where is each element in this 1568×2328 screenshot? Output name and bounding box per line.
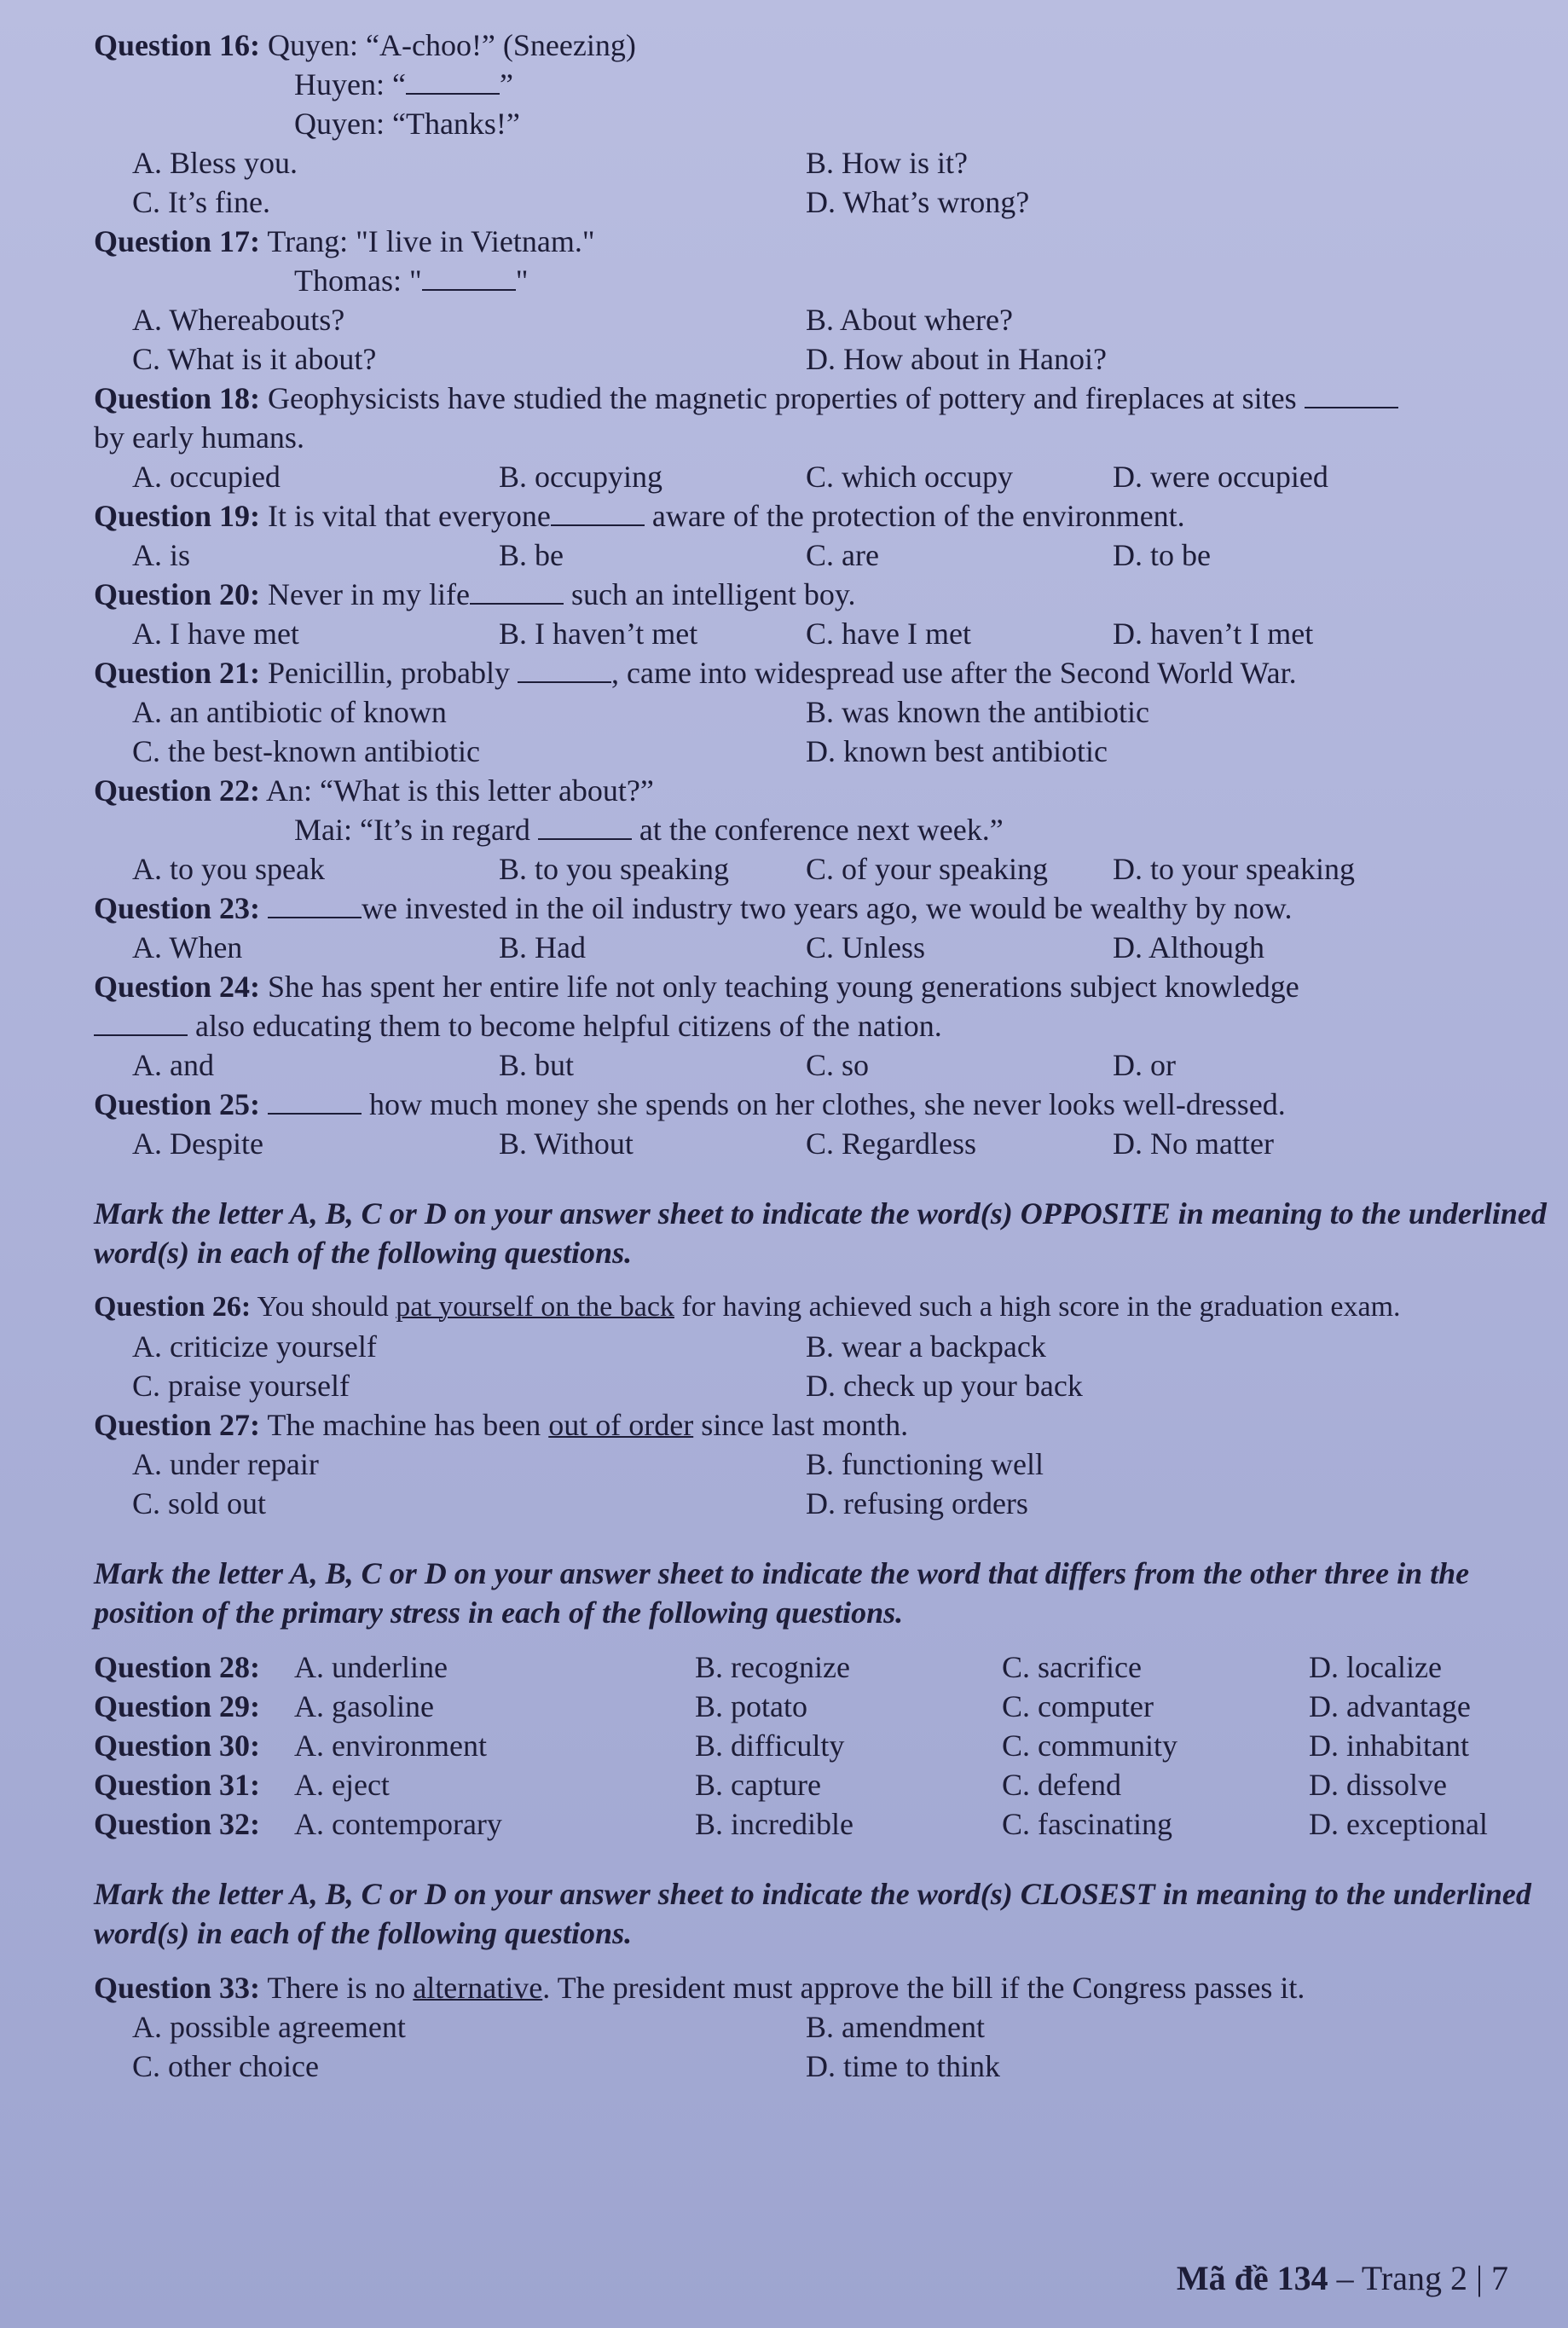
- option-c: C. are: [806, 538, 879, 572]
- option-c: C. It’s fine.: [132, 185, 270, 219]
- underlined-phrase: out of order: [548, 1408, 694, 1442]
- option-c: C. have I met: [806, 617, 971, 651]
- option-b: B. potato: [695, 1689, 807, 1723]
- option-c: C. computer: [1002, 1689, 1154, 1723]
- option-c: C. defend: [1002, 1768, 1121, 1802]
- option-a: A. criticize yourself: [132, 1329, 377, 1364]
- option-b: B. occupying: [499, 460, 662, 494]
- question-28: Question 28: A. underline B. recognize C. sacrifice D. localize: [94, 1648, 1552, 1687]
- question-17: Question 17: Trang: "I live in Vietnam." Thomas: " " A. Whereabouts? B. About where? C. What is it about? D. How about in Hanoi?: [94, 222, 1552, 379]
- option-a: A. Despite: [132, 1126, 263, 1161]
- option-b: B. but: [499, 1048, 575, 1082]
- option-b: B. be: [499, 538, 564, 572]
- option-c: C. praise yourself: [132, 1369, 350, 1403]
- option-b: B. I haven’t met: [499, 617, 698, 651]
- option-c: C. sacrifice: [1002, 1650, 1142, 1684]
- option-c: C. community: [1002, 1729, 1177, 1763]
- section-instruction-closest: Mark the letter A, B, C or D on your answer sheet to indicate the word(s) CLOSEST in meaning to the underlined word(s) in each of the following questions.: [94, 1877, 1531, 1950]
- option-b: B. Without: [499, 1126, 634, 1161]
- option-d: D. to your speaking: [1113, 852, 1355, 886]
- question-27: Question 27: The machine has been out of order since last month. A. under repair B. functioning well C. sold out D. refusing orders: [94, 1405, 1552, 1523]
- exam-code: Mã đề 134: [1176, 2259, 1328, 2297]
- option-b: B. amendment: [806, 2010, 985, 2044]
- question-16: Question 16: Quyen: “A-choo!” (Sneezing) Huyen: “ ” Quyen: “Thanks!” A. Bless you. B. How is it? C. It’s fine. D. What’s wrong?: [94, 26, 1552, 222]
- option-a: A. underline: [294, 1650, 448, 1684]
- option-d: D. refusing orders: [806, 1486, 1028, 1520]
- question-22: Question 22: An: “What is this letter about?” Mai: “It’s in regard at the conference next week.” A. to you speak B. to you speaking C. of your speaking D. to your speaking: [94, 771, 1552, 889]
- answer-blank: [551, 499, 645, 526]
- answer-blank: [406, 67, 500, 95]
- question-19: Question 19: It is vital that everyone aware of the protection of the environment. A. is B. be C. are D. to be: [94, 496, 1552, 575]
- option-d: D. to be: [1113, 538, 1211, 572]
- answer-blank: [422, 263, 516, 291]
- option-d: D. were occupied: [1113, 460, 1328, 494]
- option-c: C. What is it about?: [132, 342, 377, 376]
- option-c: C. other choice: [132, 2049, 319, 2083]
- option-a: A. possible agreement: [132, 2010, 406, 2044]
- option-b: B. About where?: [806, 303, 1013, 337]
- option-c: C. so: [806, 1048, 870, 1082]
- option-c: C. Unless: [806, 930, 926, 964]
- question-26: Question 26: You should pat yourself on the back for having achieved such a high score in the graduation exam. A. criticize yourself B. wear a backpack C. praise yourself D. check up your back: [94, 1288, 1552, 1405]
- option-d: D. known best antibiotic: [806, 734, 1108, 768]
- option-a: A. I have met: [132, 617, 299, 651]
- option-b: B. How is it?: [806, 146, 969, 180]
- option-d: D. dissolve: [1309, 1768, 1447, 1802]
- option-a: A. to you speak: [132, 852, 325, 886]
- option-c: C. Regardless: [806, 1126, 976, 1161]
- question-21: Question 21: Penicillin, probably , came into widespread use after the Second World War. A. an antibiotic of known B. was known the antibiotic C. the best-known antibiotic D. known best antibiotic: [94, 653, 1552, 771]
- option-d: D. exceptional: [1309, 1807, 1488, 1841]
- section-instruction-opposite: Mark the letter A, B, C or D on your answer sheet to indicate the word(s) OPPOSITE in meaning to the underlined word(s) in each of the following questions.: [94, 1196, 1547, 1270]
- answer-blank: [268, 1087, 362, 1115]
- option-d: D. inhabitant: [1309, 1729, 1469, 1763]
- option-b: B. Had: [499, 930, 586, 964]
- option-a: A. When: [132, 930, 243, 964]
- question-30: Question 30: A. environment B. difficulty C. community D. inhabitant: [94, 1726, 1552, 1765]
- option-d: D. check up your back: [806, 1369, 1083, 1403]
- option-a: A. environment: [294, 1729, 487, 1763]
- option-b: B. recognize: [695, 1650, 850, 1684]
- answer-blank: [470, 577, 564, 605]
- option-a: A. an antibiotic of known: [132, 695, 447, 729]
- option-d: D. advantage: [1309, 1689, 1471, 1723]
- answer-blank: [94, 1009, 188, 1036]
- option-d: D. How about in Hanoi?: [806, 342, 1107, 376]
- option-d: D. haven’t I met: [1113, 617, 1314, 651]
- question-25: Question 25: how much money she spends on her clothes, she never looks well-dressed. A. Despite B. Without C. Regardless D. No matter: [94, 1085, 1552, 1163]
- option-a: A. under repair: [132, 1447, 319, 1481]
- question-label: Question 16:: [94, 28, 261, 62]
- option-d: D. localize: [1309, 1650, 1442, 1684]
- option-d: D. Although: [1113, 930, 1265, 964]
- option-d: D. time to think: [806, 2049, 1000, 2083]
- option-a: A. Bless you.: [132, 146, 298, 180]
- underlined-phrase: pat yourself on the back: [396, 1291, 674, 1323]
- option-c: C. which occupy: [806, 460, 1013, 494]
- option-a: A. occupied: [132, 460, 281, 494]
- underlined-word: alternative: [413, 1971, 543, 2005]
- option-c: C. sold out: [132, 1486, 267, 1520]
- question-20: Question 20: Never in my life such an intelligent boy. A. I have met B. I haven’t met C. have I met D. haven’t I met: [94, 575, 1552, 653]
- option-a: A. Whereabouts?: [132, 303, 345, 337]
- question-33: Question 33: There is no alternative. The president must approve the bill if the Congress passes it. A. possible agreement B. amendment C. other choice D. time to think: [94, 1968, 1552, 2086]
- option-b: B. functioning well: [806, 1447, 1044, 1481]
- option-a: A. and: [132, 1048, 214, 1082]
- option-a: A. gasoline: [294, 1689, 434, 1723]
- option-c: C. of your speaking: [806, 852, 1048, 886]
- page-number: – Trang 2 | 7: [1328, 2259, 1508, 2297]
- question-31: Question 31: A. eject B. capture C. defend D. dissolve: [94, 1765, 1552, 1804]
- answer-blank: [1305, 381, 1398, 408]
- answer-blank: [268, 891, 362, 918]
- option-d: D. or: [1113, 1048, 1176, 1082]
- question-24: Question 24: She has spent her entire life not only teaching young generations subject knowledge also educating them to become helpful citizens of the nation. A. and B. but C. so D. or: [94, 967, 1552, 1085]
- option-c: C. the best-known antibiotic: [132, 734, 480, 768]
- answer-blank: [518, 656, 611, 683]
- question-18: Question 18: Geophysicists have studied the magnetic properties of pottery and fireplaces at sites by early humans. A. occupied B. occupying C. which occupy D. were occupied: [94, 379, 1552, 496]
- page-footer: [1177, 2258, 1508, 2298]
- option-b: B. incredible: [695, 1807, 853, 1841]
- section-instruction-stress: Mark the letter A, B, C or D on your answer sheet to indicate the word that differs from the other three in the position of the primary stress in each of the following questions.: [94, 1556, 1470, 1630]
- question-32: Question 32: A. contemporary B. incredible C. fascinating D. exceptional: [94, 1804, 1552, 1844]
- question-23: Question 23: we invested in the oil industry two years ago, we would be wealthy by now. A. When B. Had C. Unless D. Although: [94, 889, 1552, 967]
- option-d: D. No matter: [1113, 1126, 1274, 1161]
- option-a: A. eject: [294, 1768, 390, 1802]
- option-b: B. difficulty: [695, 1729, 845, 1763]
- option-b: B. to you speaking: [499, 852, 729, 886]
- option-b: B. was known the antibiotic: [806, 695, 1149, 729]
- answer-blank: [538, 813, 632, 840]
- option-a: A. contemporary: [294, 1807, 502, 1841]
- question-29: Question 29: A. gasoline B. potato C. computer D. advantage: [94, 1687, 1552, 1726]
- option-b: B. capture: [695, 1768, 821, 1802]
- option-c: C. fascinating: [1002, 1807, 1172, 1841]
- option-a: A. is: [132, 538, 191, 572]
- option-d: D. What’s wrong?: [806, 185, 1030, 219]
- option-b: B. wear a backpack: [806, 1329, 1046, 1364]
